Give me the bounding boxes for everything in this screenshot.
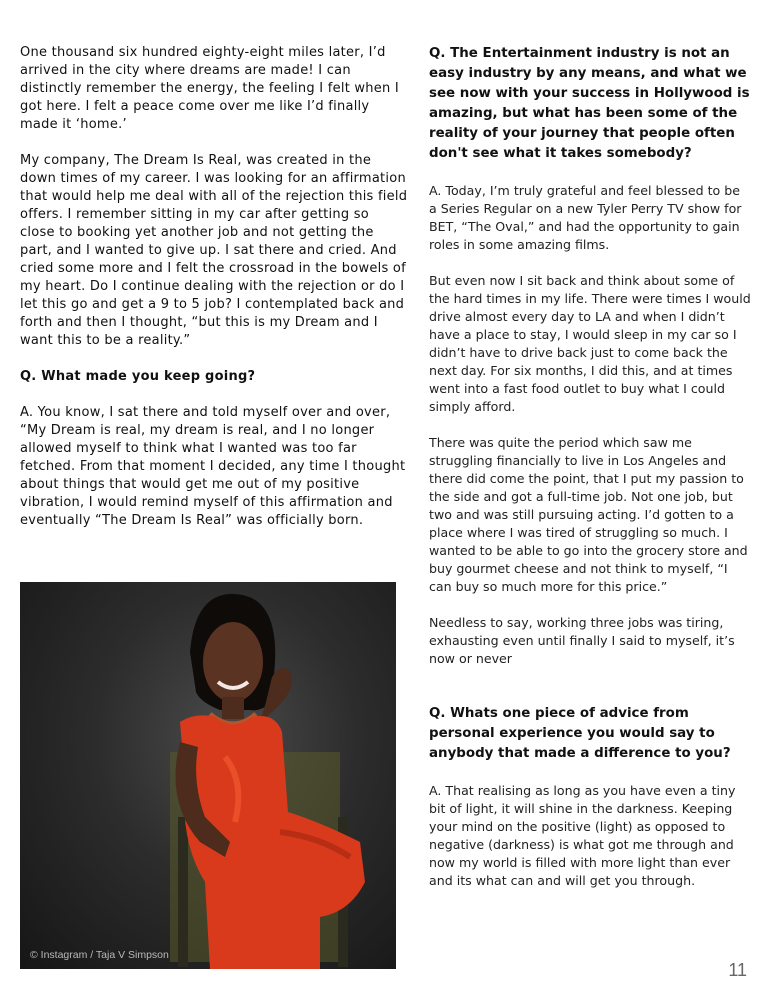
- portrait-photo: [20, 582, 396, 969]
- portrait-illustration: [20, 582, 396, 969]
- answer-keep-going: A. You know, I sat there and told myself over and over, “My Dream is real, my dream is real, and I no longer allowed myself to think what I wanted was too far fetched. From that moment I decided, any time I thought about things that would get me out of my positive vibration, I would remind myself of this affirmation and eventually “The Dream Is Real” was officially born.: [20, 405, 406, 528]
- paragraph-three-jobs: Needless to say, working three jobs was tiring, exhausting even until finally I said to myself, it’s now or never: [429, 615, 735, 666]
- spacer: [429, 686, 751, 704]
- left-column: [20, 44, 408, 548]
- paragraph-struggling-financially: There was quite the period which saw me struggling financially to live in Los Angeles and there did come the point, that I put my passion to the side and got a full-time job. Not one job, but two and was still pursuing acting. I’d gotten to a place where I was tired of struggling so much. I wanted to be able to go into the grocery store and buy gourmet cheese and not think to myself, “I can buy so much more for this price.”: [429, 435, 748, 594]
- intro-paragraph: One thousand six hundred eighty-eight miles later, I’d arrived in the city where dreams are made! I can distinctly remember the energy, the feeling I felt when I got here. I felt a peace come over me like I’d finally made it ‘home.’: [20, 45, 399, 132]
- answer-today-grateful: A. Today, I’m truly grateful and feel blessed to be a Series Regular on a new Tyler Perry TV show for BET, “The Oval,” and had the opportunity to gain roles in some amazing films.: [429, 183, 742, 252]
- question-keep-going: Q. What made you keep going?: [20, 369, 256, 384]
- neck: [222, 697, 244, 719]
- photo-caption: © Instagram / Taja V Simpson: [30, 949, 169, 961]
- right-column: [429, 44, 751, 908]
- answer-advice: A. That realising as long as you have even a tiny bit of light, it will shine in the darkness. Keeping your mind on the positive (light) as opposed to negative (darkness) is what got me through and now my world is filled with more light than ever and its what can and will get you through.: [429, 783, 736, 888]
- chair-leg-left: [178, 817, 188, 967]
- company-paragraph: My company, The Dream Is Real, was created in the down times of my career. I was looking for an affirmation that would help me deal with all of the rejection this field offers. I remember sitting in my car after getting so close to booking yet another job and not getting the part, and I wanted to give up. I sat there and cried. And cried some more and I felt the crossroad in the bowels of my heart. Do I continue dealing with the rejection or do I let this go and get a 9 to 5 job? I contemplated back and forth and then I thought, “but this is my Dream and I want this to be a reality.”: [20, 153, 408, 348]
- question-advice: Q. Whats one piece of advice from personal experience you would say to anybody that made a difference to you?: [429, 706, 731, 761]
- question-industry-reality: Q. The Entertainment industry is not an easy industry by any means, and what we see now with your success in Hollywood is amazing, but what has been some of the reality of your journey that people often don't see what it takes somebody?: [429, 46, 750, 161]
- page-number: 11: [728, 960, 747, 980]
- paragraph-hard-times: But even now I sit back and think about some of the hard times in my life. There were times I would drive almost every day to LA and when I didn’t have a place to stay, I would sleep in my car so I didn’t have to drive back just to come back the next day. For six months, I did this, and at times went into a fast food outlet to buy what I could simply afford.: [429, 273, 751, 414]
